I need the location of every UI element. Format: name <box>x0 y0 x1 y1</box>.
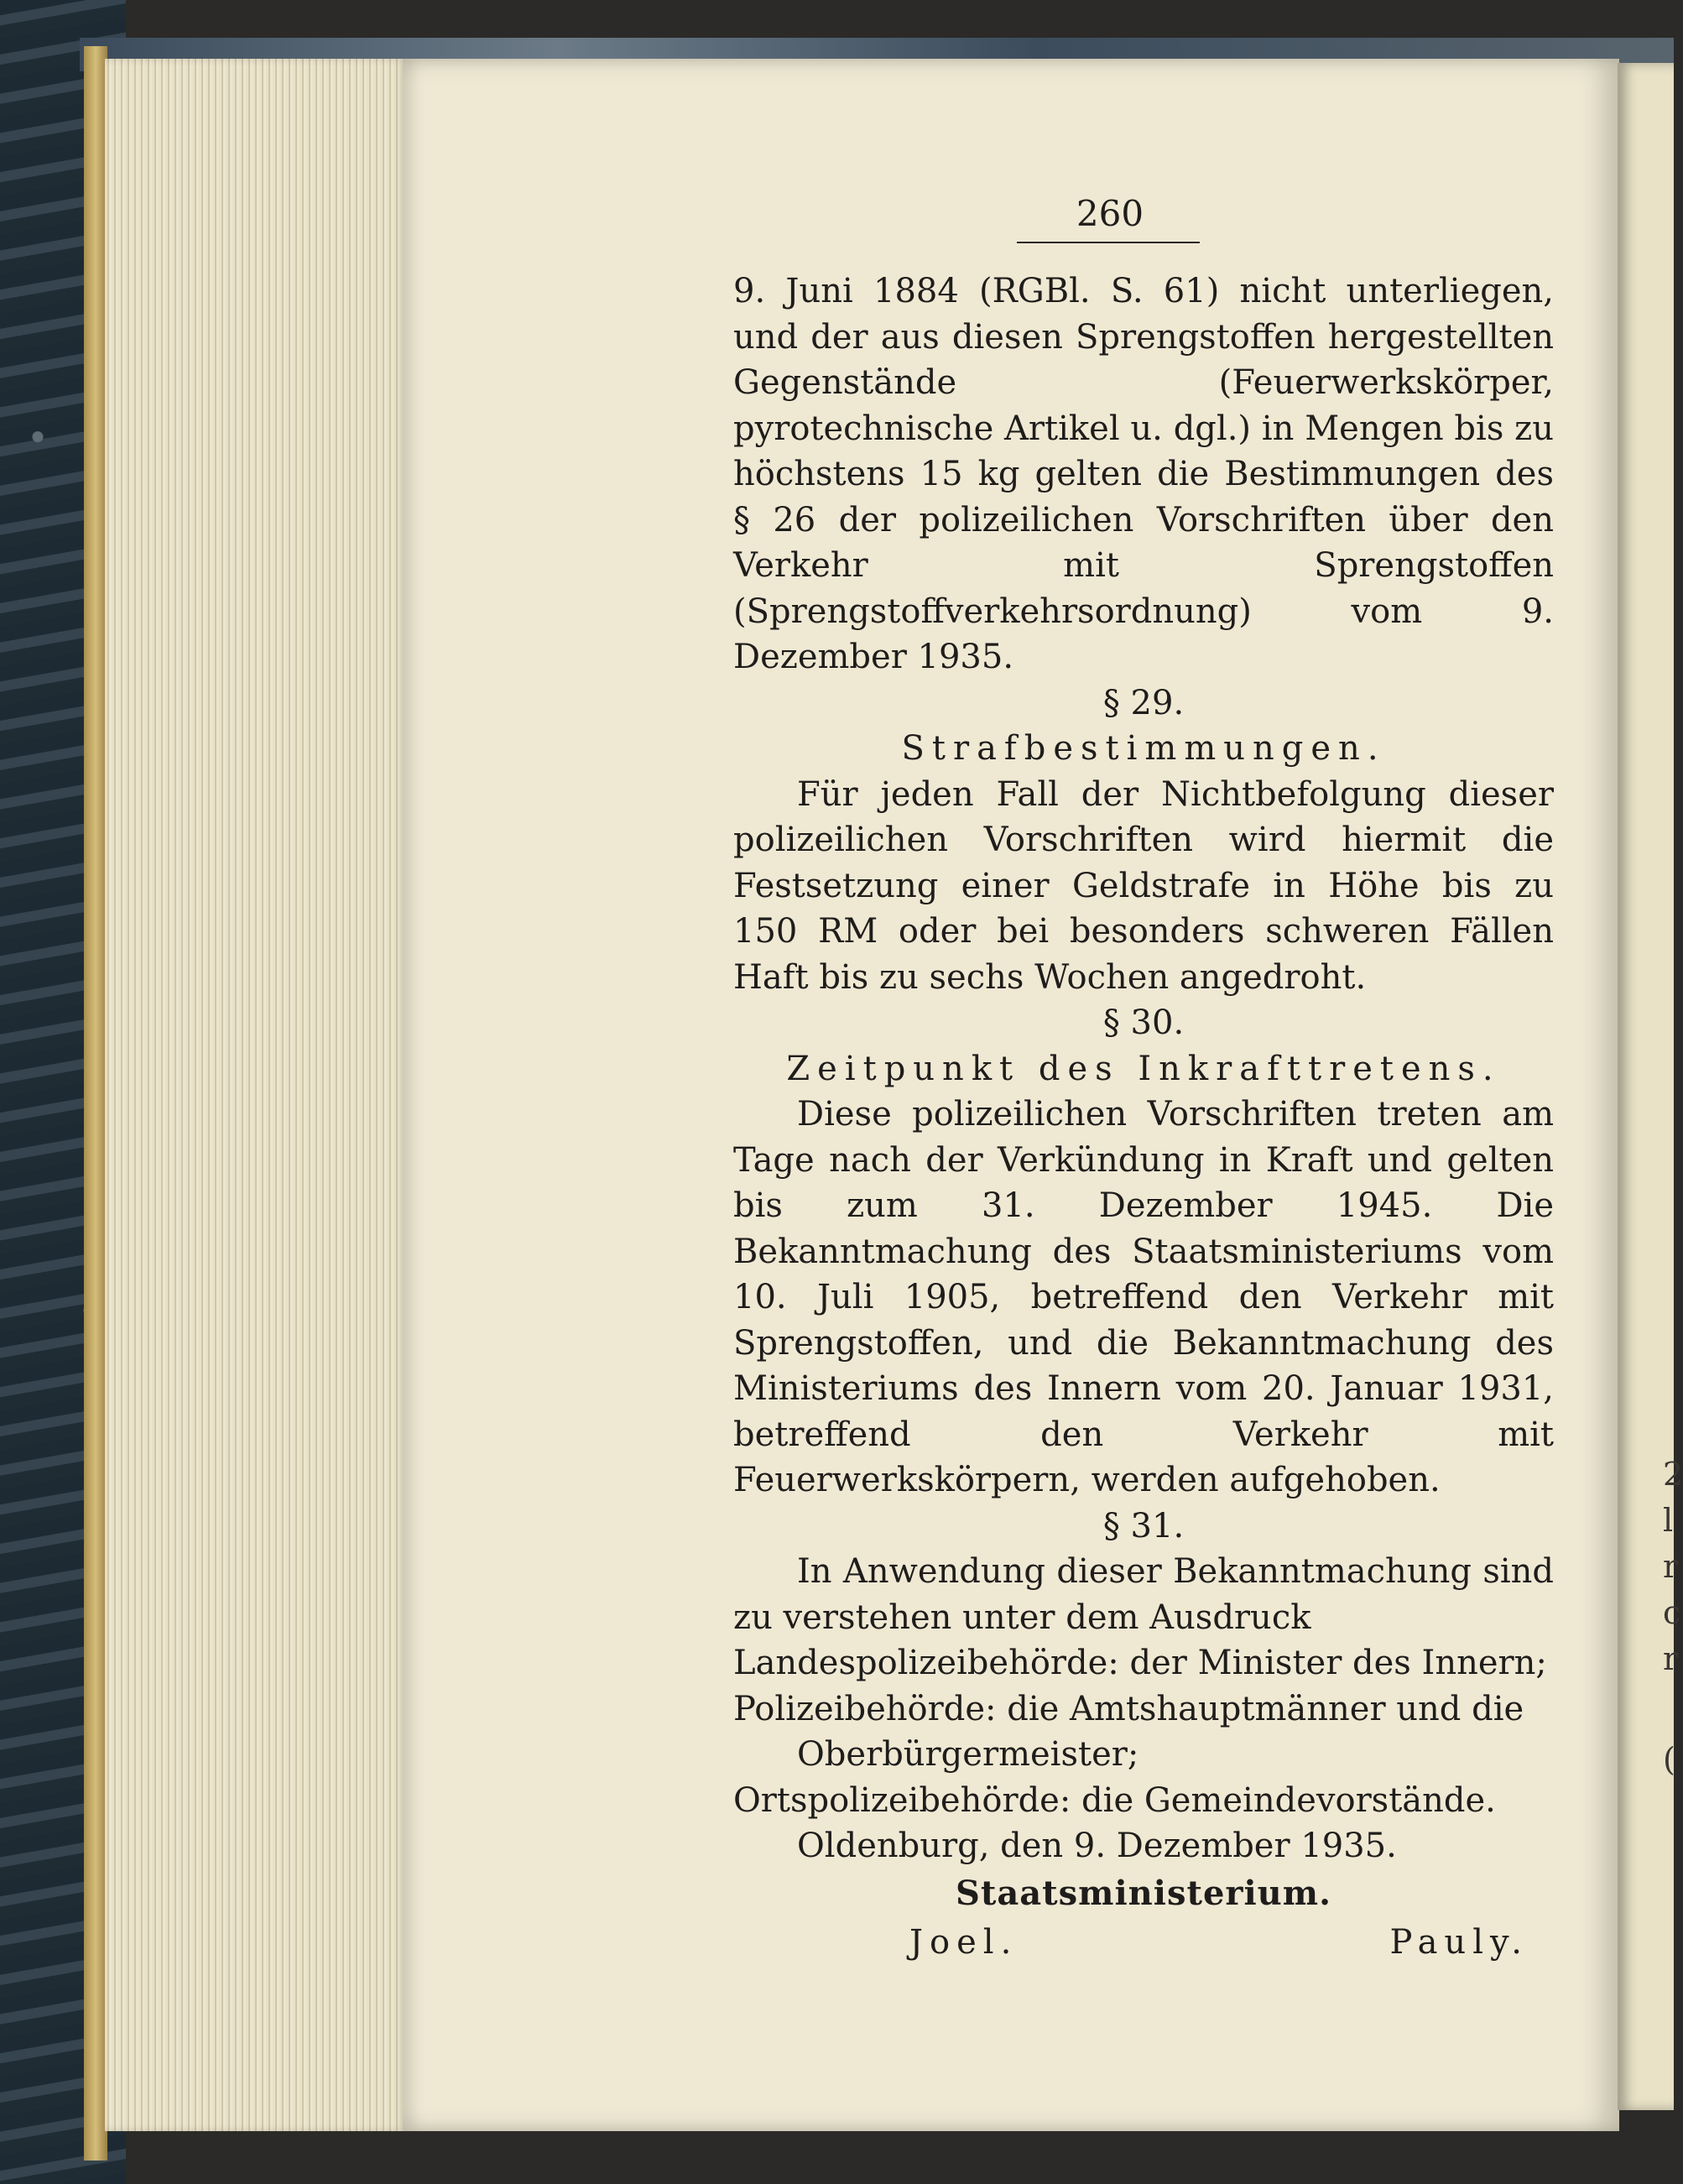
definition-item: Ortspolizeibehörde: die Gemeindevorstände. <box>733 1780 1496 1820</box>
section-text: Für jeden Fall der Nichtbefolgung dieser polizeilichen Vorschriften wird hiermit die Festsetzung einer Geldstrafe in Höhe bis zu 150 RM oder bei besonders schweren Fällen Haft bis zu sechs Wochen angedroht. <box>733 774 1554 997</box>
section-text: In Anwendung dieser Bekanntmachung sind zu verstehen unter dem Ausdruck <box>733 1552 1554 1637</box>
cover-edge <box>84 46 107 2161</box>
adjacent-page-fragment: l <box>1663 1502 1674 1539</box>
adjacent-page-fragment: c <box>1663 1594 1681 1631</box>
section-number: § 29. <box>1102 683 1185 722</box>
page-text <box>733 268 1554 1966</box>
intro-paragraph: 9. Juni 1884 (RGBl. S. 61) nicht unterliegen, und der aus diesen Sprengstoffen hergestellten Gegenstände (Feuerwerkskörper, pyrotechnische Artikel u. dgl.) in Mengen bis zu höchstens 15 kg gelten die Bestimmungen des § 26 der polizeilichen Vorschriften über den Verkehr mit Sprengstoffen (Sprengstoffverkehrsordnung) vom 9. Dezember 1935. <box>733 272 1554 676</box>
adjacent-page-fragment: ( <box>1663 1741 1675 1778</box>
adjacent-page-fragment: r <box>1663 1640 1679 1677</box>
page-stack-edges <box>105 59 407 2131</box>
section-heading: Strafbestimmungen. <box>901 729 1386 768</box>
adjacent-page <box>1618 63 1683 2110</box>
definition-item: Landespolizeibehörde: der Minister des Innern; <box>733 1644 1547 1682</box>
signatory: Joel. <box>909 1923 1019 1962</box>
section-text: Diese polizeilichen Vorschriften treten am Tage nach der Verkündung in Kraft und gelten bis zum 31. Dezember 1945. Die Bekanntmachung des Staatsministeriums vom 10. Juli 1905, betreffend den Verkehr mit Sprengstoffen, und die Bekanntmachung des Ministeriums des Innern vom 20. Januar 1931, betreffend den Verkehr mit Feuerwerkskörpern, werden aufgehoben. <box>733 1095 1554 1499</box>
ministry-name: Staatsministerium. <box>955 1873 1332 1913</box>
section-number: § 31. <box>1102 1506 1185 1545</box>
signatures <box>733 1916 1554 1966</box>
section-number: § 30. <box>1102 1003 1185 1042</box>
definitions-list <box>733 1640 1554 1823</box>
adjacent-page-fragment: 2 <box>1663 1456 1683 1493</box>
section-heading: Zeitpunkt des Inkrafttretens. <box>786 1049 1501 1088</box>
page-number: 260 <box>1076 193 1144 234</box>
place-date: Oldenburg, den 9. Dezember 1935. <box>797 1827 1397 1865</box>
signatory: Pauly. <box>1389 1923 1529 1962</box>
header-rule <box>1017 242 1200 243</box>
definition-item: Polizeibehörde: die Amtshauptmänner und die Oberbürgermeister; <box>733 1689 1524 1774</box>
adjacent-page-fragment: r <box>1663 1548 1679 1585</box>
